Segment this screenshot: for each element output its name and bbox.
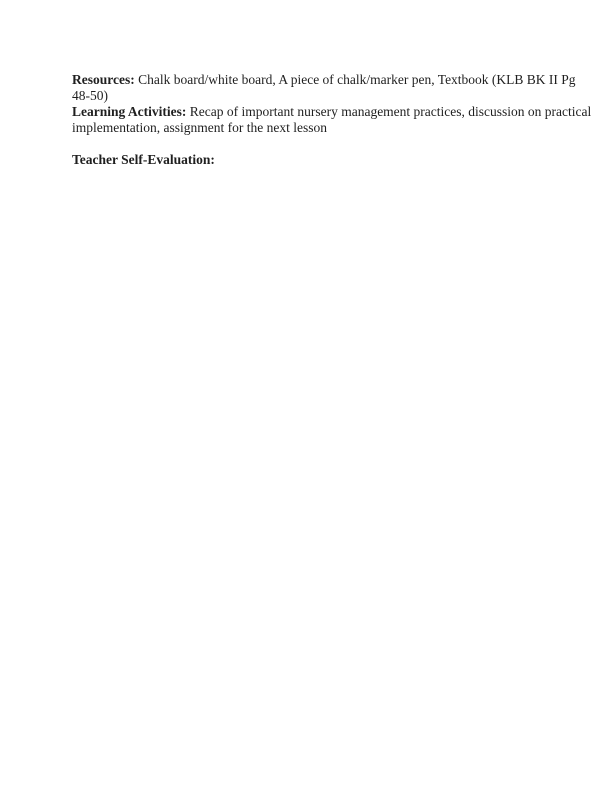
resources-paragraph xyxy=(72,72,576,104)
resources-line-1 xyxy=(72,72,576,88)
blank-line xyxy=(72,136,540,152)
resources-text: Chalk board/white board, A piece of chalk/marker pen, Textbook (KLB BK II Pg xyxy=(134,72,576,87)
document-content xyxy=(72,72,592,168)
learning-activities-text: Recap of important nursery management practices, discussion on practical xyxy=(186,104,592,119)
learning-activities-paragraph xyxy=(72,104,592,136)
teacher-self-evaluation-paragraph xyxy=(72,152,540,168)
learning-activities-line-2: implementation, assignment for the next lesson xyxy=(72,120,327,135)
teacher-self-evaluation-label: Teacher Self-Evaluation: xyxy=(72,152,215,167)
learning-activities-line-1 xyxy=(72,104,592,120)
teacher-self-evaluation-line xyxy=(72,152,540,168)
resources-line-2: 48-50) xyxy=(72,88,108,103)
learning-activities-label: Learning Activities: xyxy=(72,104,187,119)
resources-label: Resources: xyxy=(72,72,135,87)
